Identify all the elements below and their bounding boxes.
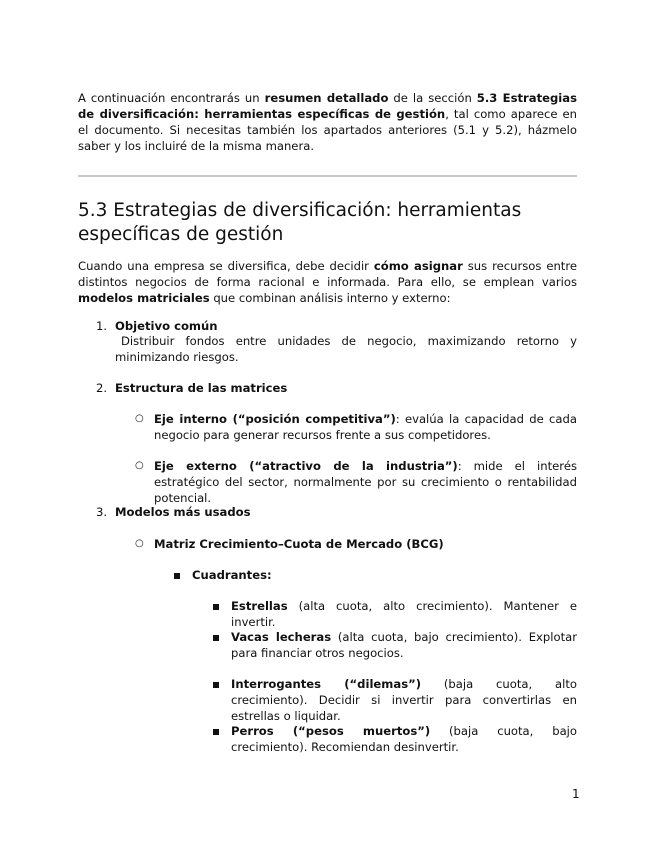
- square-bullet-icon: [213, 729, 219, 735]
- paragraph-bold: modelos matriciales: [78, 291, 210, 305]
- paragraph-text: sus recursos entre distintos negocios de forma racional e informada. Para ello, se emplean varios: [78, 259, 577, 289]
- intro-paragraph: [78, 90, 577, 154]
- sub-item-bold: Eje externo (“atractivo de la industria”): [154, 459, 458, 473]
- quadrant-name: Estrellas: [231, 599, 288, 613]
- quadrant-item: [231, 629, 577, 661]
- circle-bullet-icon: ○: [135, 460, 144, 471]
- sub-item-text: : mide el interés estratégico del sector, normalmente por su crecimiento o rentabilidad potencial.: [154, 459, 577, 505]
- quadrant-text: (baja cuota, alto crecimiento). Decidir si invertir para convertirlas en estrellas o liquidar.: [231, 677, 577, 723]
- list-item-title: Objetivo común: [115, 319, 218, 333]
- quadrant-item: [231, 676, 577, 724]
- quadrant-text: (baja cuota, bajo crecimiento). Recomiendan desinvertir.: [231, 724, 577, 754]
- quadrant-name: Perros (“pesos muertos”): [231, 724, 431, 738]
- intro-bold: 5.3 Estrategias de diversificación: herramientas específicas de gestión: [78, 91, 577, 121]
- intro-bold: resumen detallado: [264, 91, 389, 105]
- square-bullet-icon: [213, 604, 219, 610]
- sub-sub-list-item: Cuadrantes:: [192, 568, 272, 582]
- square-bullet-icon: [213, 635, 219, 641]
- list-number: 2.: [96, 381, 108, 395]
- circle-bullet-icon: ○: [135, 413, 144, 424]
- square-bullet-icon: [174, 573, 180, 579]
- sub-list-item: Matriz Crecimiento–Cuota de Mercado (BCG): [154, 537, 444, 551]
- intro-text: , tal como aparece en el documento. Si necesitas también los apartados anteriores (5.1 y 5.2), házmelo saber y los incluiré de la misma manera.: [78, 107, 577, 153]
- quadrant-item: [231, 723, 577, 755]
- page-number: 1: [572, 787, 580, 801]
- list-item-title: Modelos más usados: [115, 505, 251, 519]
- quadrant-text: (alta cuota, bajo crecimiento). Explotar para financiar otros negocios.: [231, 630, 577, 660]
- square-bullet-icon: [213, 682, 219, 688]
- list-number: 3.: [96, 505, 108, 519]
- quadrant-text: (alta cuota, alto crecimiento). Mantener e invertir.: [231, 599, 577, 629]
- intro-text: A continuación encontrarás un: [78, 91, 265, 105]
- paragraph-bold: cómo asignar: [373, 259, 463, 273]
- paragraph-text: que combinan análisis interno y externo:: [209, 291, 451, 305]
- intro-text: de la sección: [388, 91, 477, 105]
- sub-list-item: [154, 411, 577, 443]
- circle-bullet-icon: ○: [135, 538, 144, 549]
- quadrant-name: Interrogantes (“dilemas”): [231, 677, 422, 691]
- sub-item-bold: Eje interno (“posición competitiva”): [154, 412, 396, 426]
- paragraph-text: Cuando una empresa se diversifica, debe decidir: [78, 259, 374, 273]
- section-heading: 5.3 Estrategias de diversificación: herramientas específicas de gestión: [78, 200, 522, 245]
- list-item-text: Distribuir fondos entre unidades de negocio, maximizando retorno y minimizando riesgos.: [115, 334, 577, 364]
- list-item-title: Estructura de las matrices: [115, 381, 288, 395]
- section-intro-paragraph: [78, 258, 577, 306]
- sub-list-item: [154, 458, 577, 506]
- quadrant-name: Vacas lecheras: [231, 630, 332, 644]
- sub-item-text: : evalúa la capacidad de cada negocio para generar recursos frente a sus competidores.: [154, 412, 577, 442]
- quadrant-item: [231, 598, 577, 630]
- horizontal-divider: [78, 175, 577, 177]
- list-number: 1.: [96, 319, 108, 333]
